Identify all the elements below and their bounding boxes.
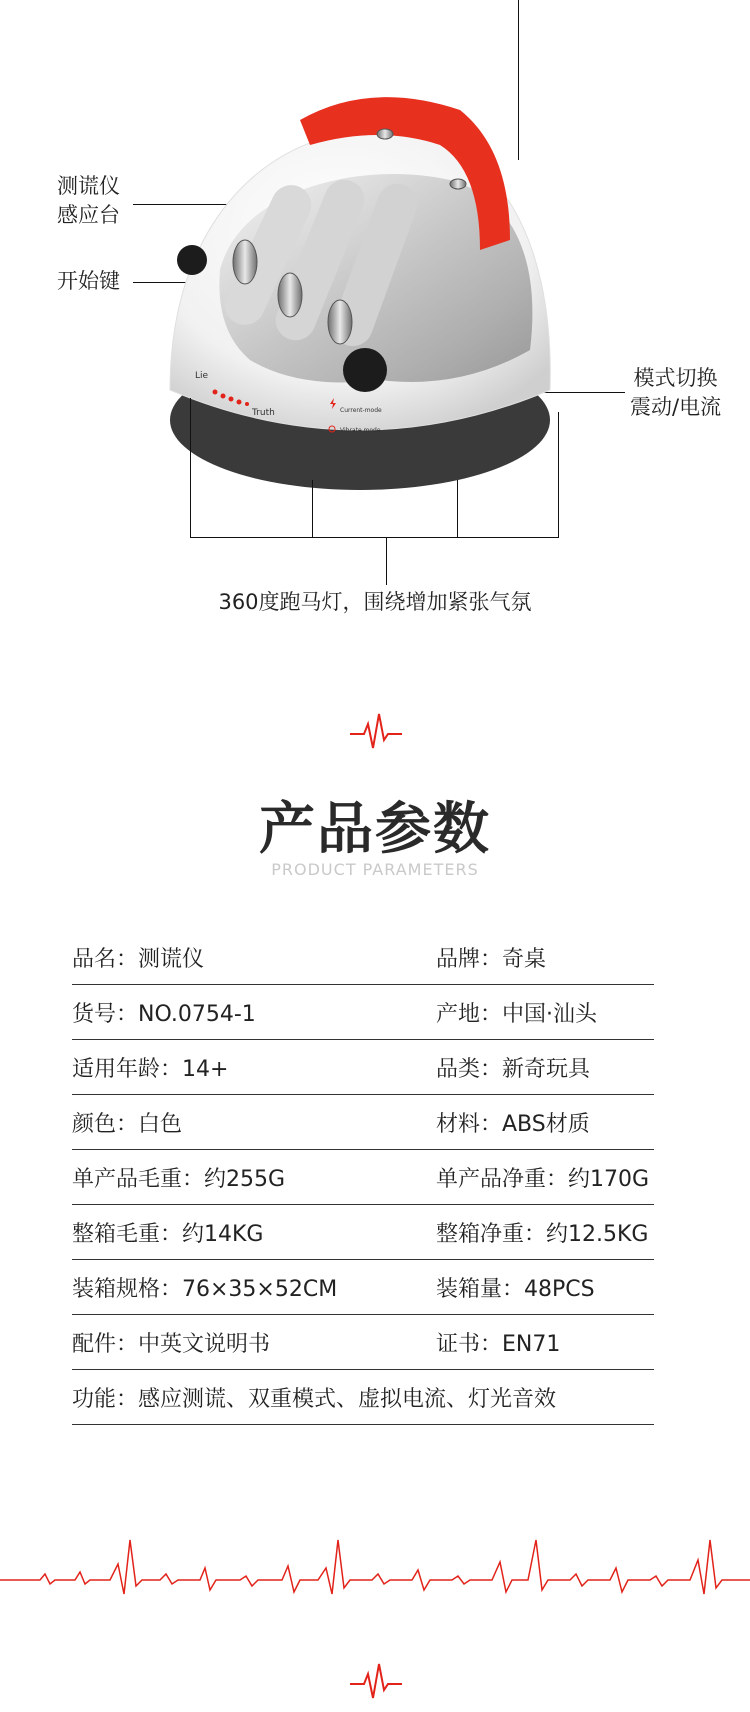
strap-rivet-1 — [377, 129, 393, 139]
spec-row — [72, 1150, 654, 1205]
ecg-line-icon — [0, 1520, 750, 1600]
marquee-bracket-bottom — [190, 537, 559, 538]
section-subtitle: PRODUCT PARAMETERS — [271, 860, 479, 879]
spec-row — [72, 1260, 654, 1315]
spec-left: 颜色：白色 — [72, 1112, 183, 1137]
marquee-bracket-mid-left — [312, 480, 313, 538]
spec-left: 装箱规格：76×35×52CM — [72, 1277, 338, 1302]
spec-left: 单产品毛重：约255G — [72, 1167, 286, 1192]
spec-right: 品类：新奇玩具 — [436, 1057, 591, 1082]
pulse-icon — [350, 710, 402, 754]
truth-label: Truth — [252, 408, 275, 418]
mode-callout-line2: 震动/电流 — [630, 395, 722, 419]
spec-row — [72, 985, 654, 1040]
section-title: 产品参数 — [259, 797, 491, 862]
mode-callout-line1: 模式切换 — [633, 366, 718, 390]
spec-row — [72, 930, 654, 985]
spec-row — [72, 1205, 654, 1260]
spec-right: 品牌：奇桌 — [436, 947, 547, 972]
spec-row — [72, 1095, 654, 1150]
marquee-callout: 360度跑马灯，围绕增加紧张气氛 — [218, 590, 532, 614]
spec-left: 适用年龄：14+ — [72, 1057, 229, 1082]
spec-left: 品名：测谎仪 — [72, 947, 205, 972]
electrode-1 — [233, 240, 257, 284]
current-mode-label: Current-mode — [340, 407, 382, 414]
sensor-callout-line1: 测谎仪 — [57, 174, 120, 198]
sensor-callout-line2: 感应台 — [57, 203, 120, 227]
lie-detector-device — [160, 90, 560, 510]
marquee-bracket-left — [190, 398, 191, 538]
spec-right: 整箱净重：约12.5KG — [436, 1222, 649, 1247]
spec-left: 功能：感应测谎、双重模式、虚拟电流、灯光音效 — [72, 1387, 557, 1412]
sensor-callout — [57, 172, 120, 230]
start-button — [177, 245, 207, 275]
lie-label: Lie — [195, 371, 209, 381]
marquee-bracket-right — [558, 412, 559, 538]
spec-table — [72, 930, 654, 1425]
spec-right: 产地：中国·汕头 — [436, 1002, 597, 1027]
mode-callout — [630, 364, 721, 422]
spec-right: 单产品净重：约170G — [436, 1167, 650, 1192]
electrode-3 — [328, 300, 352, 344]
spec-row — [72, 1370, 654, 1425]
spec-right: 装箱量：48PCS — [436, 1277, 595, 1302]
electrode-2 — [278, 273, 302, 317]
spec-left: 配件：中英文说明书 — [72, 1332, 271, 1357]
vibrate-mode-label: Vibrate mode — [340, 427, 381, 434]
spec-row — [72, 1315, 654, 1370]
spec-row — [72, 1040, 654, 1095]
strap-rivet-2 — [450, 179, 466, 189]
spec-left: 整箱毛重：约14KG — [72, 1222, 264, 1247]
mode-button — [343, 348, 387, 392]
marquee-bracket-stem — [386, 537, 387, 585]
pulse-icon — [350, 1660, 402, 1704]
spec-right: 证书：EN71 — [436, 1332, 561, 1357]
spec-right: 材料：ABS材质 — [436, 1112, 590, 1137]
spec-left: 货号：NO.0754-1 — [72, 1002, 256, 1027]
start-key-callout: 开始键 — [57, 269, 120, 293]
marquee-bracket-mid-right — [457, 480, 458, 538]
